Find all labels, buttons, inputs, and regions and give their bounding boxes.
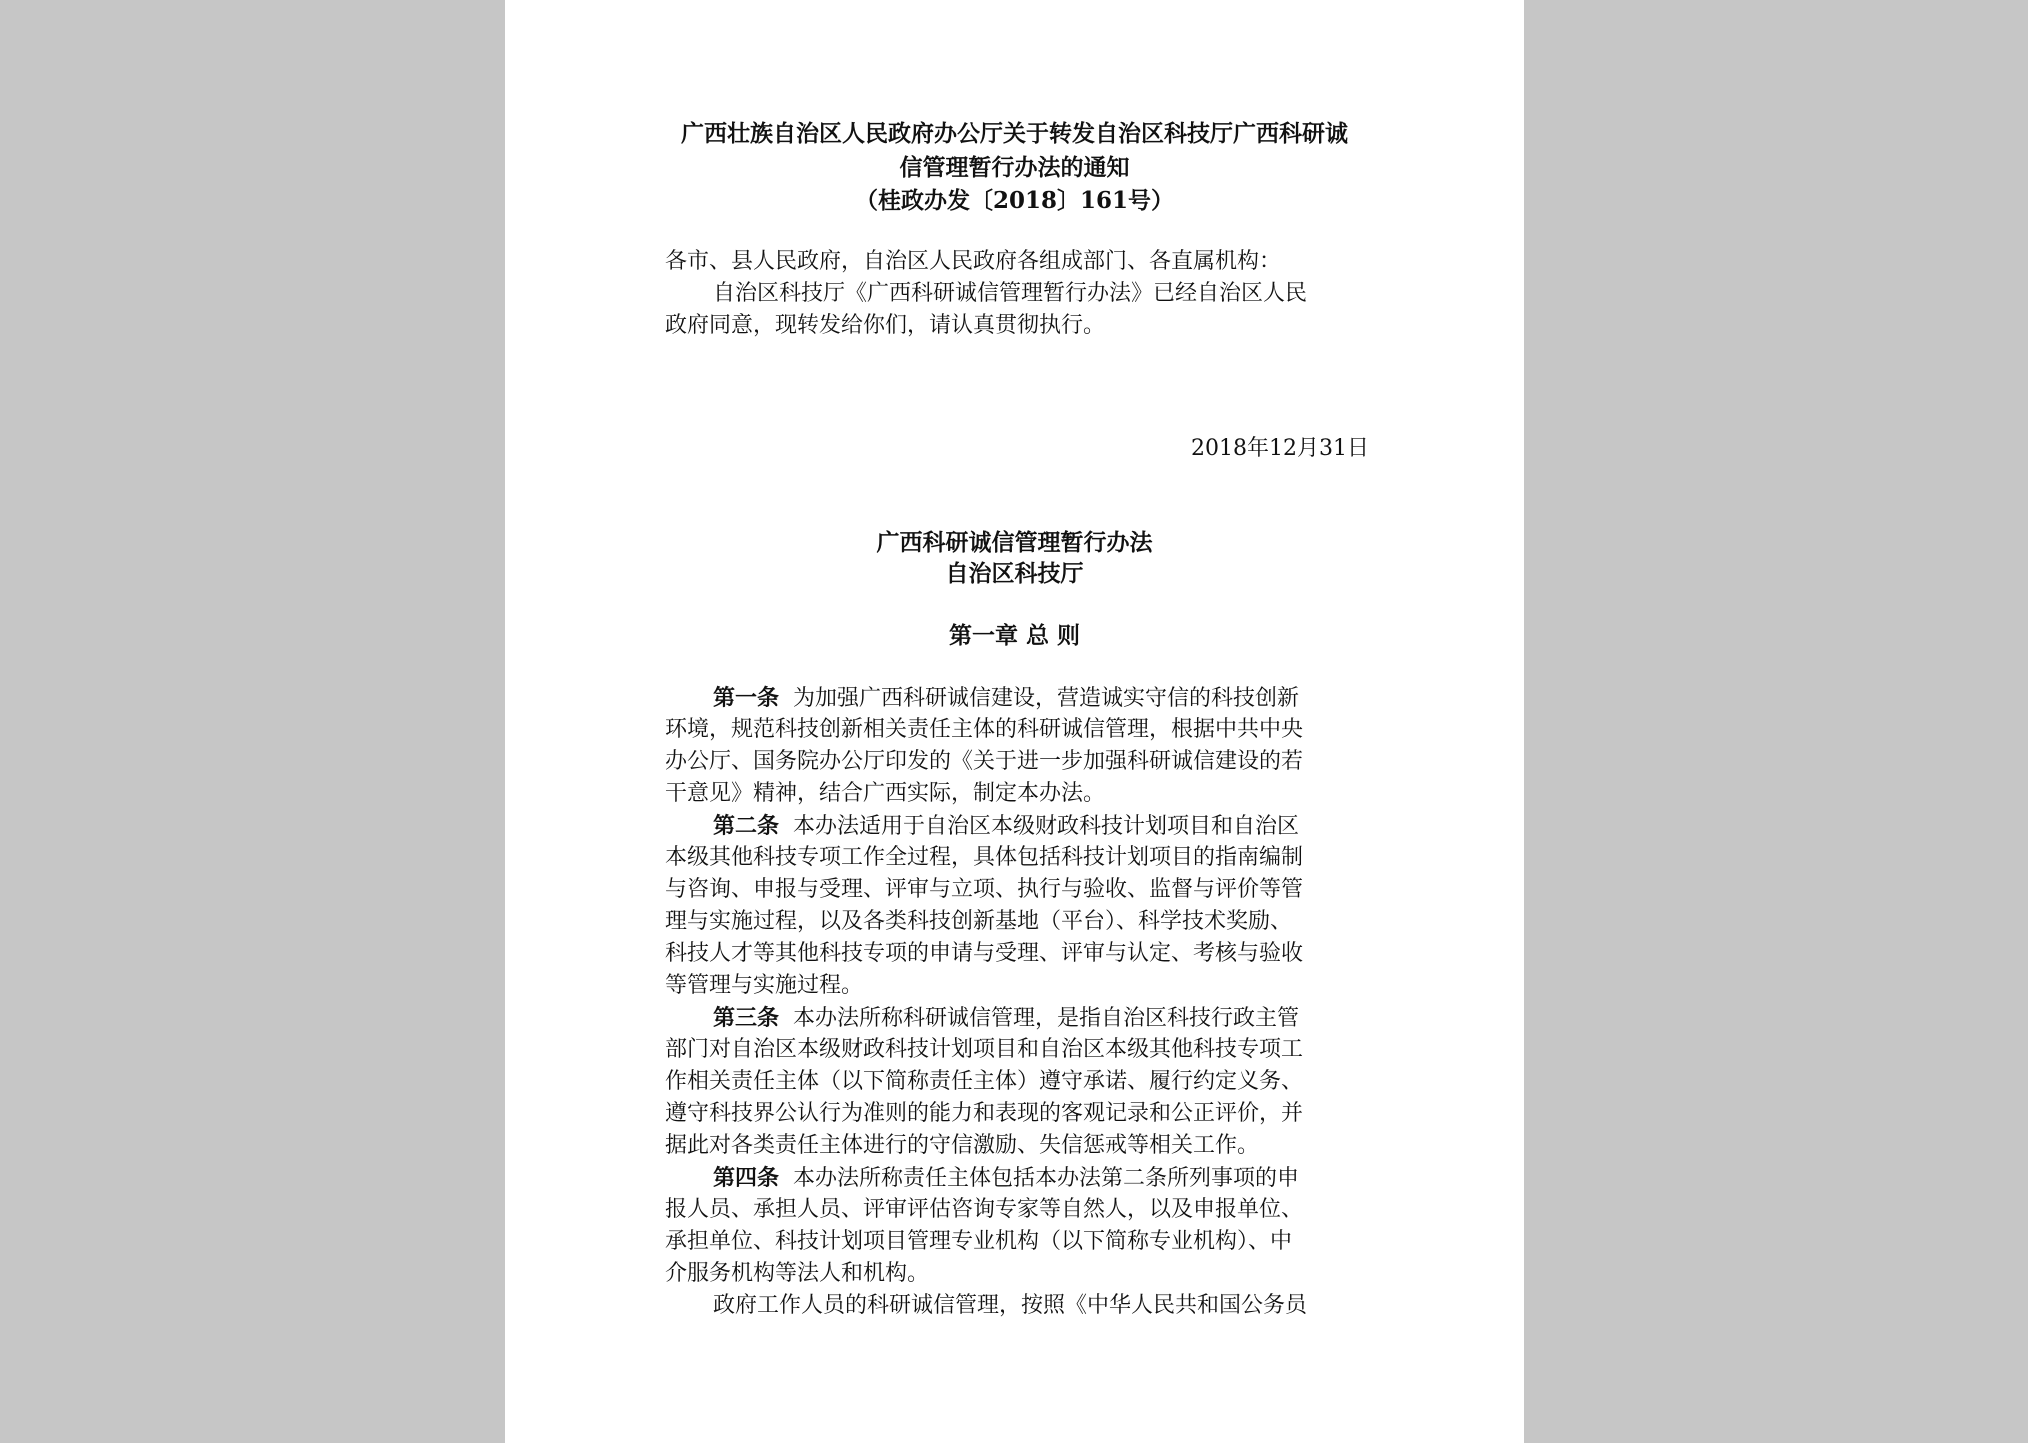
article-2-text: 本办法适用于自治区本级财政科技计划项目和自治区: [793, 814, 1300, 839]
article-4-label: 第四条: [713, 1165, 780, 1191]
article-1-text: 为加强广西科研诚信建设，营造诚实守信的科技创新: [793, 686, 1300, 711]
last-paragraph: 政府工作人员的科研诚信管理，按照《中华人民共和国公务员: [713, 1293, 1308, 1318]
measures-title: 广西科研诚信管理暂行办法: [876, 529, 1153, 556]
article-3-line: 遵守科技界公认行为准则的能力和表现的客观记录和公正评价，并: [665, 1101, 1304, 1126]
article-1-first-line: [713, 682, 1299, 715]
article-3-line: 作相关责任主体（以下简称责任主体）遵守承诺、履行约定义务、: [665, 1069, 1304, 1094]
notice-title-line1: 广西壮族自治区人民政府办公厅关于转发自治区科技厅广西科研诚: [681, 120, 1348, 147]
article-1-line: 环境，规范科技创新相关责任主体的科研诚信管理，根据中共中央: [665, 717, 1304, 742]
notice-addressee: 各市、县人民政府，自治区人民政府各组成部门、各直属机构：: [665, 249, 1282, 274]
article-4-text: 本办法所称责任主体包括本办法第二条所列事项的申: [793, 1166, 1300, 1191]
article-1-line: 干意见》精神，结合广西实际，制定本办法。: [665, 781, 1106, 806]
article-2-label: 第二条: [713, 813, 780, 839]
article-4-first-line: [713, 1162, 1299, 1195]
article-3-text: 本办法所称科研诚信管理，是指自治区科技行政主管: [793, 1006, 1300, 1031]
notice-date: 2018年12月31日: [1191, 436, 1369, 461]
article-4-line: 介服务机构等法人和机构。: [665, 1261, 930, 1286]
article-3-label: 第三条: [713, 1005, 780, 1031]
article-2-line: 与咨询、申报与受理、评审与立项、执行与验收、监督与评价等管: [665, 877, 1304, 902]
notice-body-line1: 自治区科技厅《广西科研诚信管理暂行办法》已经自治区人民: [713, 281, 1308, 306]
article-2-line: 等管理与实施过程。: [665, 973, 864, 998]
document-page: [505, 0, 1524, 1443]
notice-doc-number: （桂政办发〔2018〕161号）: [854, 187, 1175, 214]
article-2-line: 科技人才等其他科技专项的申请与受理、评审与认定、考核与验收: [665, 941, 1304, 966]
article-3-line: 据此对各类责任主体进行的守信激励、失信惩戒等相关工作。: [665, 1133, 1260, 1158]
article-2-line: 本级其他科技专项工作全过程，具体包括科技计划项目的指南编制: [665, 845, 1304, 870]
article-2-line: 理与实施过程，以及各类科技创新基地（平台）、科学技术奖励、: [665, 909, 1293, 934]
article-3-line: 部门对自治区本级财政科技计划项目和自治区本级其他科技专项工: [665, 1037, 1304, 1062]
article-1-label: 第一条: [713, 685, 780, 711]
notice-title-line2: 信管理暂行办法的通知: [899, 154, 1130, 181]
notice-body-line2: 政府同意，现转发给你们，请认真贯彻执行。: [665, 313, 1106, 338]
article-4-line: 报人员、承担人员、评审评估咨询专家等自然人，以及申报单位、: [665, 1197, 1304, 1222]
measures-issuer: 自治区科技厅: [945, 560, 1084, 587]
article-2-first-line: [713, 810, 1299, 843]
article-3-first-line: [713, 1002, 1299, 1035]
article-4-line: 承担单位、科技计划项目管理专业机构（以下简称专业机构）、中: [665, 1229, 1293, 1254]
chapter-heading: 第一章 总 则: [948, 622, 1080, 649]
article-1-line: 办公厅、国务院办公厅印发的《关于进一步加强科研诚信建设的若: [665, 749, 1304, 774]
